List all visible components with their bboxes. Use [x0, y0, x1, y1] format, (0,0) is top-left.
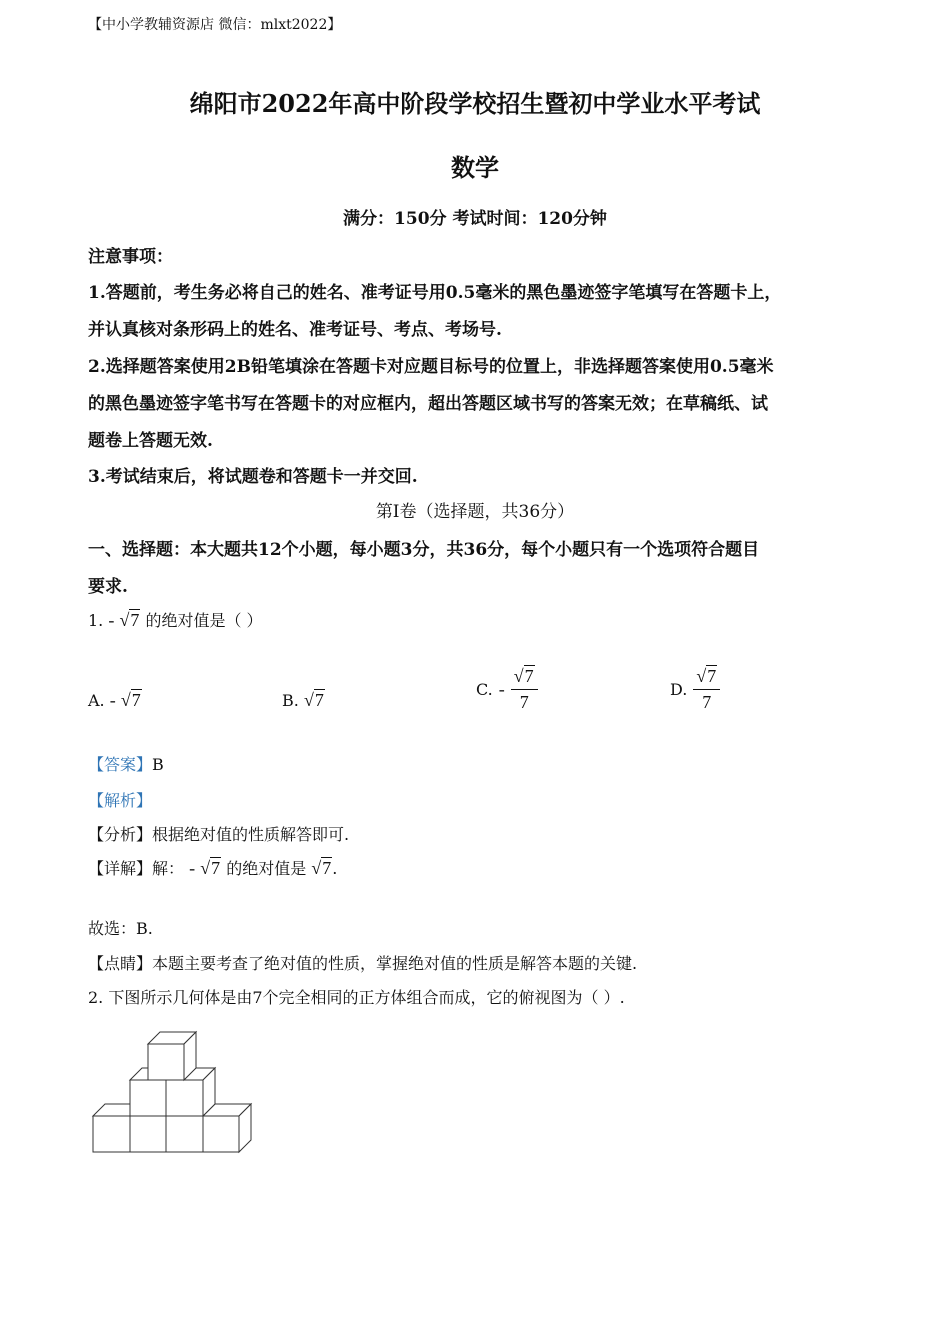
cube-face: [203, 1116, 239, 1152]
cube-face: [93, 1116, 130, 1152]
notes-heading: 注意事项：: [88, 247, 173, 267]
question-2-stem: 2. 下图所示几何体是由7个完全相同的正方体组合而成，它的俯视图为（ ）.: [88, 988, 625, 1007]
option-b: B. √7: [282, 690, 324, 710]
analysis-tag: 【解析】: [88, 791, 153, 810]
option-c: C. - $\frac{√7}{7}$: [476, 666, 538, 713]
question-number: 1.: [88, 611, 104, 630]
sqrt-expression: √7: [119, 610, 140, 630]
exam-info: 满分：150分 考试时间：120分钟: [343, 209, 607, 229]
note-line: 3.考试结束后，将试题卷和答题卡一并交回.: [88, 467, 418, 487]
answer-value: B: [152, 755, 164, 774]
cube-face: [148, 1044, 184, 1080]
note-line: 并认真核对条形码上的姓名、准考证号、考点、考场号.: [88, 320, 502, 340]
note-line: 题卷上答题无效.: [88, 431, 213, 451]
subject-title: 数学: [451, 153, 499, 182]
note-line: 1.答题前，考生务必将自己的姓名、准考证号用0.5毫米的黑色墨迹签字笔填写在答题卡上，: [88, 283, 782, 303]
fenxi-line: 【分析】根据绝对值的性质解答即可.: [88, 825, 350, 844]
section-heading: 一、选择题：本大题共12个小题，每小题3分，共36分，每个小题只有一个选项符合题目: [88, 540, 760, 560]
cube-top: [130, 1068, 148, 1080]
cube-face: [130, 1080, 166, 1116]
answer-line: [88, 752, 164, 775]
note-line: 的黑色墨迹签字笔书写在答题卡的对应框内，超出答题区域书写的答案无效；在草稿纸、试: [88, 394, 768, 414]
exam-title: 绵阳市2022年高中阶段学校招生暨初中学业水平考试: [189, 89, 761, 118]
section-heading-cont: 要求.: [88, 577, 128, 597]
option-a: A. - √7: [88, 690, 141, 710]
cube-face: [166, 1116, 203, 1152]
conclusion: 故选：B.: [88, 919, 153, 938]
part-title: 第Ⅰ卷（选择题，共36分）: [375, 502, 575, 522]
cube-face: [166, 1080, 203, 1116]
cube-figure: [88, 1024, 258, 1160]
answer-tag: 【答案】: [88, 755, 153, 774]
minus-sign: -: [108, 610, 115, 630]
note-line: 2.选择题答案使用2B铅笔填涂在答题卡对应题目标号的位置上，非选择题答案使用0.5毫米: [88, 357, 774, 377]
option-d: D. $\frac{√7}{7}$: [670, 666, 720, 713]
comment-line: 【点睛】本题主要考查了绝对值的性质，掌握绝对值的性质是解答本题的关键.: [88, 954, 638, 973]
header-watermark: 【中小学教辅资源店 微信：mlxt2022】: [88, 17, 342, 33]
cube-top: [93, 1104, 130, 1116]
question-1: [88, 608, 263, 631]
cube-face: [130, 1116, 166, 1152]
question-stem: 的绝对值是（ ）: [145, 611, 263, 630]
detail-line: 【详解】解： - √7 的绝对值是 √7.: [88, 858, 338, 878]
